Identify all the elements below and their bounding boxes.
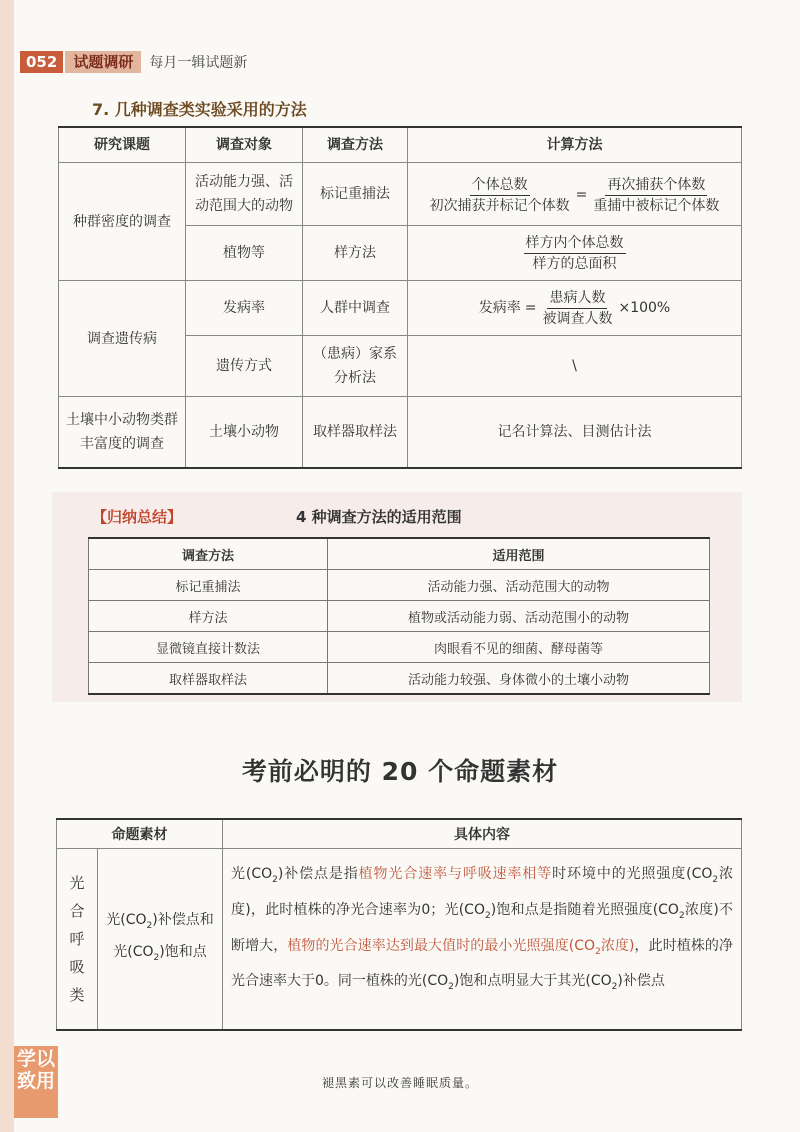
method-cell: 显微镜直接计数法 bbox=[89, 632, 328, 663]
text-run: )饱和点明显大于其光(CO bbox=[453, 973, 612, 990]
col-header-object: 调查对象 bbox=[186, 127, 303, 163]
table-row bbox=[59, 281, 742, 336]
fraction-denominator: 样方的总面积 bbox=[532, 255, 617, 272]
content-cell bbox=[223, 849, 742, 1031]
table-row bbox=[89, 601, 710, 632]
survey-methods-table bbox=[58, 126, 742, 469]
fraction bbox=[540, 288, 614, 329]
fraction-numerator: 患病人数 bbox=[547, 288, 607, 309]
object-cell: 植物等 bbox=[186, 226, 303, 281]
subscript: 2 bbox=[712, 874, 719, 885]
object-cell: 土壤小动物 bbox=[186, 397, 303, 469]
formula-lhs: 发病率 bbox=[478, 300, 521, 316]
category-char: 合 bbox=[69, 902, 85, 920]
col-header-content: 具体内容 bbox=[223, 819, 742, 849]
text-run: )饱和点是指随着光照强度(CO bbox=[490, 901, 679, 918]
table-row bbox=[57, 849, 742, 1031]
equals-sign: = bbox=[524, 300, 537, 316]
scope-cell: 活动能力强、活动范围大的动物 bbox=[328, 570, 710, 601]
highlight-text: 植物光合速率与呼吸速率相等 bbox=[358, 866, 553, 882]
col-header-method: 调查方法 bbox=[303, 127, 408, 163]
page-edge-strip bbox=[0, 0, 14, 1132]
footer-side-label: 学以致用 bbox=[14, 1046, 58, 1118]
category-char: 吸 bbox=[69, 958, 85, 976]
equals-sign: = bbox=[575, 187, 588, 203]
table-row bbox=[59, 397, 742, 469]
formula bbox=[479, 288, 671, 329]
object-cell: 发病率 bbox=[186, 281, 303, 336]
fraction bbox=[428, 175, 572, 216]
highlight-text: 浓度) bbox=[600, 937, 635, 954]
text-run: )饱和点 bbox=[159, 944, 207, 960]
fraction bbox=[591, 175, 721, 216]
text-run: )补偿点 bbox=[617, 973, 665, 990]
method-cell: 标记重捕法 bbox=[303, 163, 408, 226]
scope-cell: 肉眼看不见的细菌、酵母菌等 bbox=[328, 632, 710, 663]
table-row bbox=[89, 663, 710, 695]
topic-cell: 土壤中小动物类群丰富度的调查 bbox=[59, 397, 186, 469]
method-cell: 样方法 bbox=[303, 226, 408, 281]
col-header-topic: 研究课题 bbox=[59, 127, 186, 163]
col-header-scope: 适用范围 bbox=[328, 538, 710, 570]
text-run: 光(CO bbox=[106, 912, 147, 929]
object-cell: 活动能力强、活动范围大的动物 bbox=[186, 163, 303, 226]
method-cell: 标记重捕法 bbox=[89, 570, 328, 601]
fraction bbox=[524, 233, 626, 274]
text-run: )补偿点和光(CO bbox=[113, 912, 214, 960]
materials-table bbox=[56, 818, 742, 1031]
subscript: 2 bbox=[678, 910, 685, 921]
text-run: 浓度)，此时植株的净光合速率为0；光(CO bbox=[231, 866, 734, 918]
text-run: ，此时植株的净光合速率大于0。同一植株的光(CO bbox=[231, 937, 734, 990]
fraction-denominator: 重捕中被标记个体数 bbox=[593, 197, 720, 214]
col-header-calc: 计算方法 bbox=[408, 127, 742, 163]
fraction-numerator: 样方内个体总数 bbox=[524, 233, 626, 254]
topic-cell: 调查遗传病 bbox=[59, 281, 186, 397]
formula-tail: ×100% bbox=[618, 300, 671, 316]
page-header bbox=[20, 50, 247, 74]
fraction-numerator: 个体总数 bbox=[470, 175, 530, 196]
method-cell: 人群中调查 bbox=[303, 281, 408, 336]
subscript: 2 bbox=[595, 946, 601, 957]
header-subtitle: 每月一辑试题新 bbox=[149, 55, 248, 71]
scope-cell: 活动能力较强、身体微小的土壤小动物 bbox=[328, 663, 710, 695]
method-cell: 样方法 bbox=[89, 601, 328, 632]
table-row bbox=[59, 163, 742, 226]
text-run: 浓度)不断增大， bbox=[231, 901, 733, 954]
subscript: 2 bbox=[448, 982, 454, 993]
calc-cell bbox=[408, 281, 742, 336]
subscript: 2 bbox=[146, 921, 153, 931]
table-header-row bbox=[59, 127, 742, 163]
page-number: 052 bbox=[20, 51, 63, 73]
category-cell bbox=[57, 849, 98, 1031]
column-name: 试题调研 bbox=[65, 51, 141, 73]
topic-cell: 种群密度的调查 bbox=[59, 163, 186, 281]
fraction-numerator: 再次捕获个体数 bbox=[605, 175, 707, 196]
method-cell: （患病）家系分析法 bbox=[303, 336, 408, 397]
calc-cell bbox=[408, 226, 742, 281]
calc-cell: \ bbox=[408, 336, 742, 397]
category-char: 类 bbox=[69, 986, 85, 1004]
table-row bbox=[89, 632, 710, 663]
summary-title: 4 种调查方法的适用范围 bbox=[296, 508, 462, 526]
formula bbox=[428, 175, 722, 216]
fraction-denominator: 被调查人数 bbox=[542, 310, 613, 327]
summary-label: 【归纳总结】 bbox=[92, 508, 183, 526]
text-run: 光(CO bbox=[231, 866, 273, 882]
subscript: 2 bbox=[153, 952, 160, 963]
calc-cell: 记名计算法、目测估计法 bbox=[408, 397, 742, 469]
table-row bbox=[89, 570, 710, 601]
material-cell bbox=[98, 849, 223, 1031]
method-cell: 取样器取样法 bbox=[89, 663, 328, 695]
fraction-denominator: 初次捕获并标记个体数 bbox=[429, 197, 570, 214]
col-header-material: 命题素材 bbox=[57, 819, 223, 849]
col-header-method: 调查方法 bbox=[89, 538, 328, 570]
subscript: 2 bbox=[611, 982, 618, 993]
table-header-row bbox=[89, 538, 710, 570]
scope-cell: 植物或活动能力弱、活动范围小的动物 bbox=[328, 601, 710, 632]
text-run: 时环境中的光照强度(CO bbox=[552, 866, 713, 882]
calc-cell bbox=[408, 163, 742, 226]
subscript: 2 bbox=[484, 910, 491, 921]
category-char: 呼 bbox=[69, 930, 85, 948]
text-run: )补偿点是指 bbox=[277, 866, 359, 882]
highlight-text: 植物的光合速率达到最大值时的最小光照强度(CO bbox=[287, 937, 596, 954]
materials-heading: 考前必明的 20 个命题素材 bbox=[241, 757, 559, 786]
subscript: 2 bbox=[272, 874, 278, 885]
section-title: 7. 几种调查类实验采用的方法 bbox=[92, 100, 307, 119]
table-header-row bbox=[57, 819, 742, 849]
summary-table bbox=[88, 537, 710, 695]
category-char: 光 bbox=[69, 874, 85, 892]
method-cell: 取样器取样法 bbox=[303, 397, 408, 469]
footer-tip: 褪黑素可以改善睡眠质量。 bbox=[321, 1076, 478, 1090]
object-cell: 遗传方式 bbox=[186, 336, 303, 397]
